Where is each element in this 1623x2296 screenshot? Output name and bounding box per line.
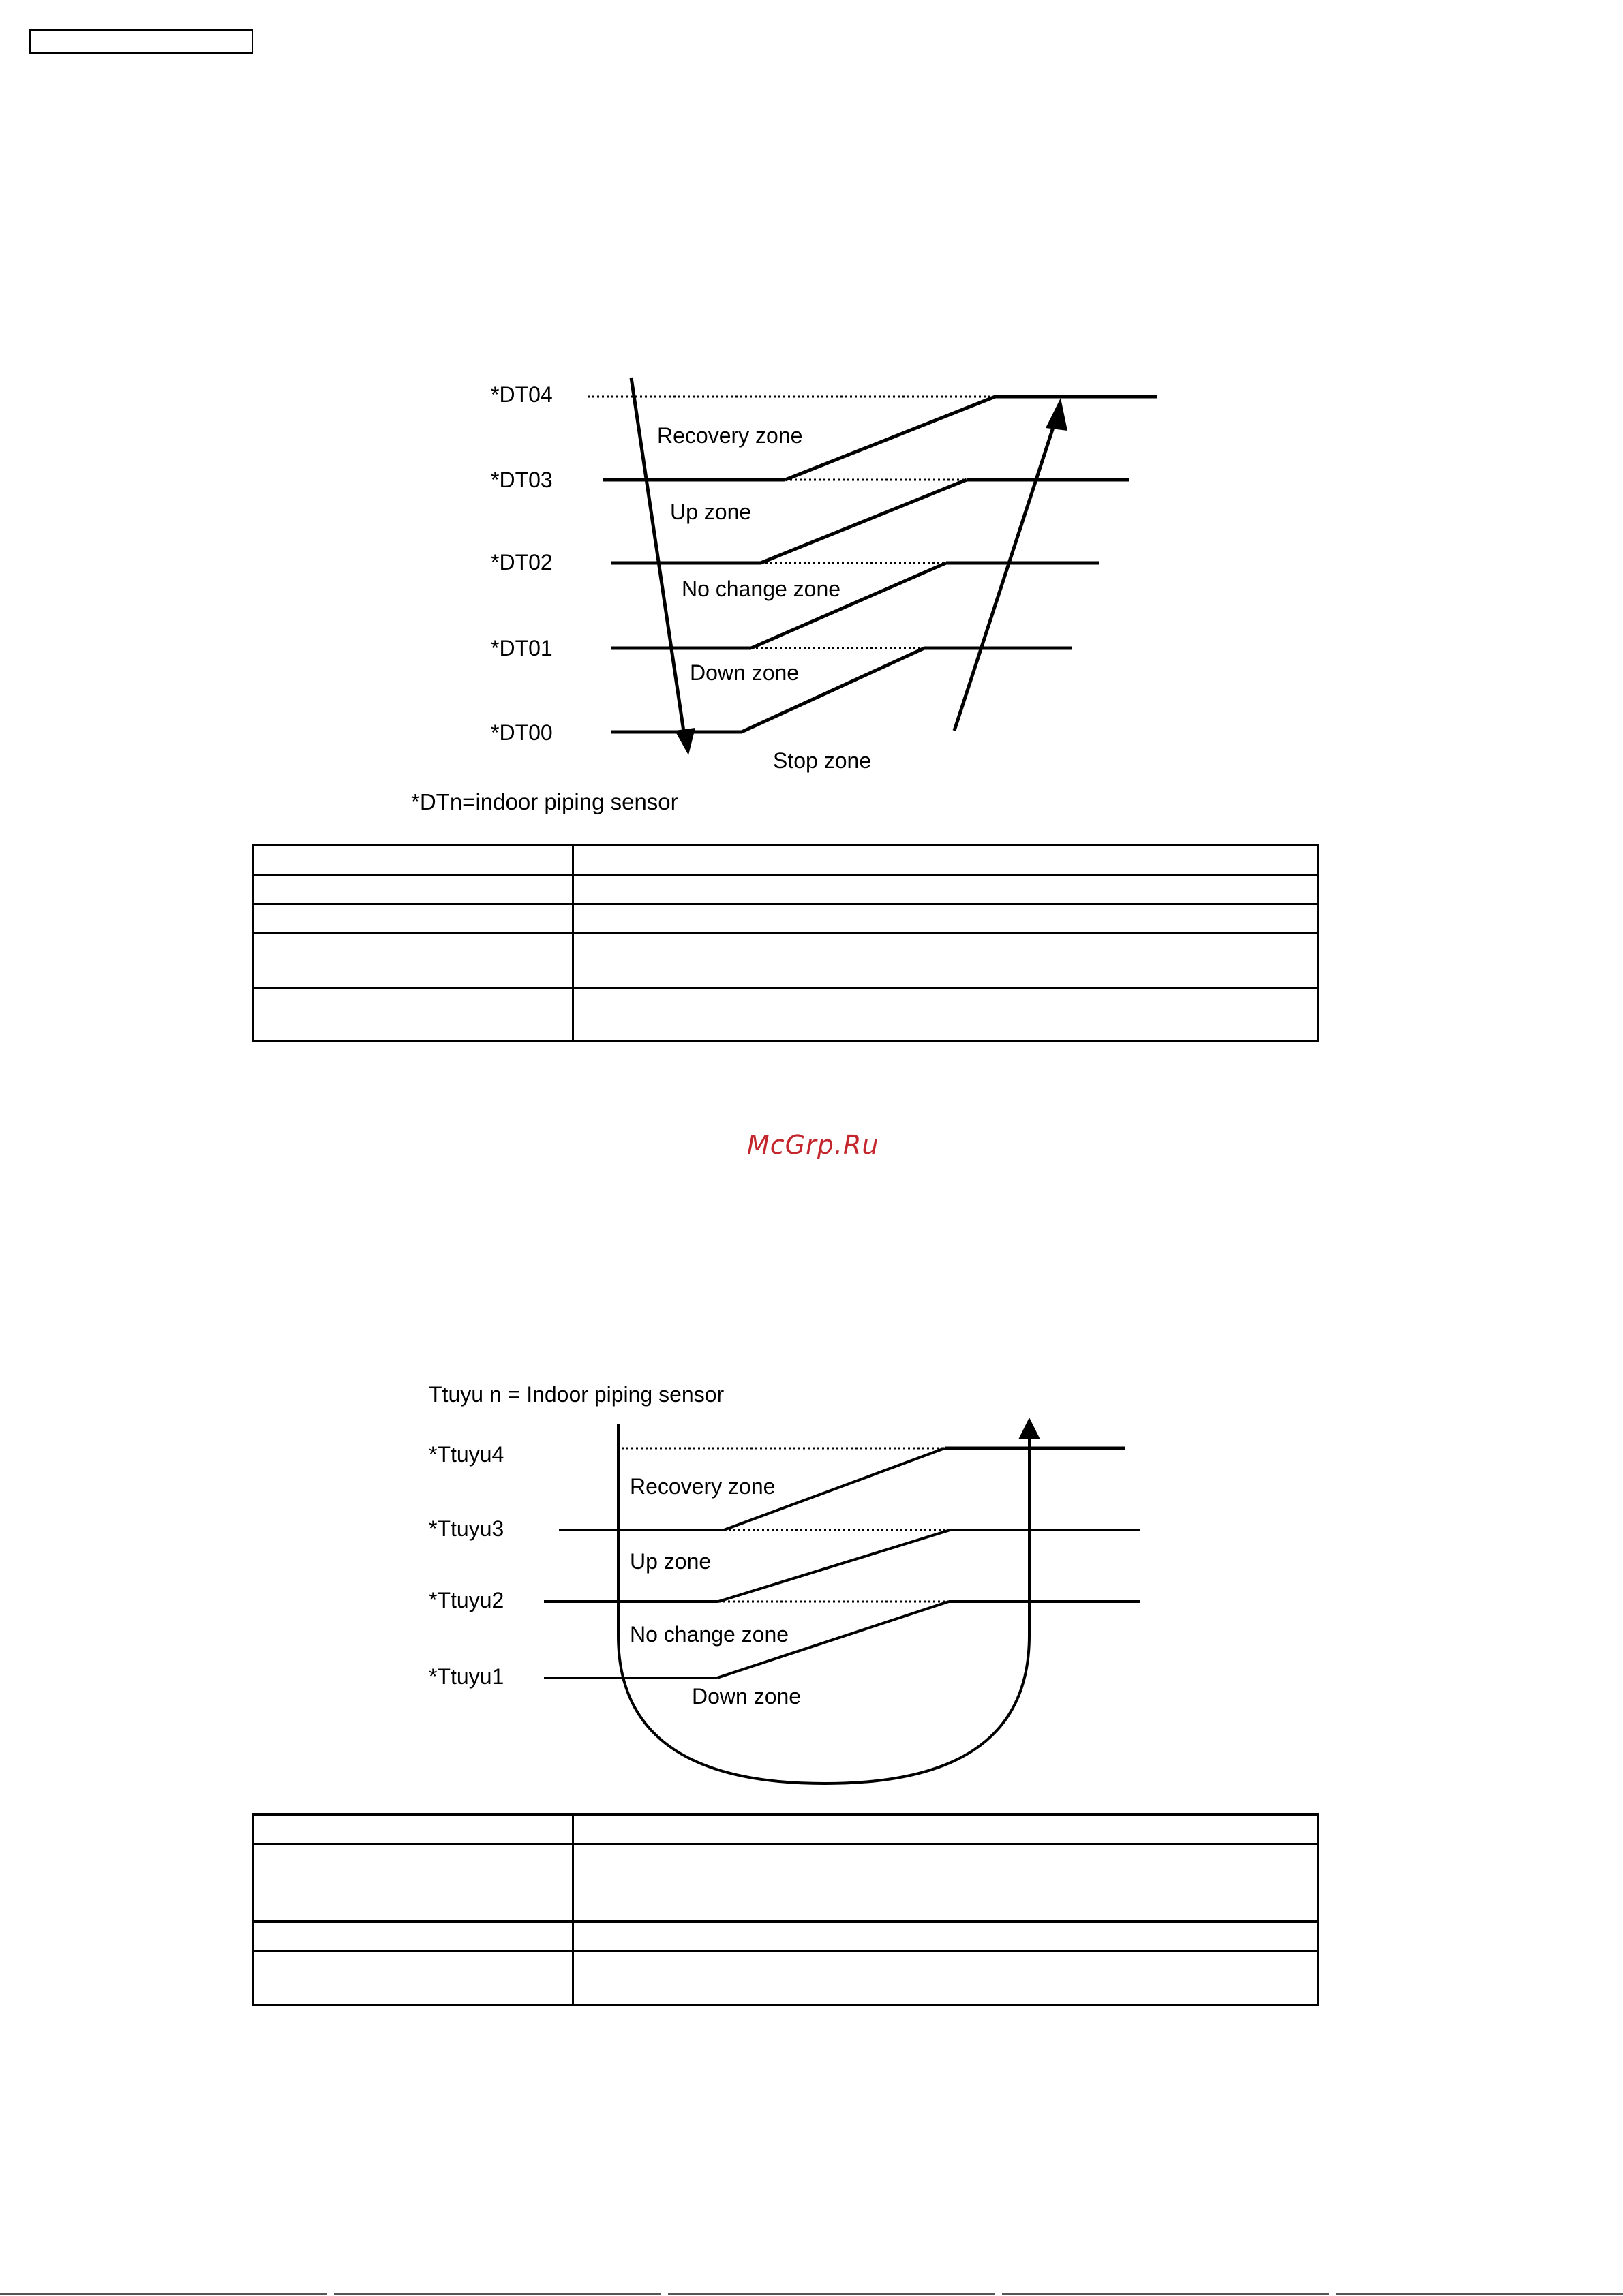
level-label-dt00: *DT00: [491, 720, 553, 745]
table2-cell: [573, 1951, 1318, 2006]
level-label-ttuyu3: *Ttuyu3: [429, 1516, 504, 1541]
level-label-ttuyu1: *Ttuyu1: [429, 1664, 504, 1689]
level-label-dt02: *DT02: [491, 550, 553, 575]
table2-cell: [253, 1922, 573, 1951]
zone-label-down-2: Down zone: [692, 1684, 802, 1709]
footer-rule: [0, 2293, 1623, 2295]
level-label-ttuyu4: *Ttuyu4: [429, 1442, 504, 1467]
zone-label-stop: Stop zone: [773, 748, 872, 773]
table2-cell: [253, 1951, 573, 2006]
table2-cell: [253, 1844, 573, 1922]
watermark: McGrp.Ru: [747, 1130, 879, 1160]
zone-label-up-2: Up zone: [630, 1549, 712, 1574]
diagram2-caption: Ttuyu n = Indoor piping sensor: [429, 1382, 725, 1407]
zone-label-recovery-2: Recovery zone: [630, 1474, 776, 1499]
level-label-dt01: *DT01: [491, 636, 553, 660]
zone-label-no-change: No change zone: [682, 577, 841, 601]
level-label-ttuyu2: *Ttuyu2: [429, 1588, 504, 1612]
table2-cell: [573, 1815, 1318, 1844]
zone-label-down: Down zone: [690, 660, 800, 685]
zone-label-no-change-2: No change zone: [630, 1622, 789, 1647]
table2-cell: [573, 1922, 1318, 1951]
cycle-arrowhead: [1018, 1418, 1040, 1439]
table2-cell: [573, 1844, 1318, 1922]
table2-cell: [253, 1815, 573, 1844]
level-label-dt03: *DT03: [491, 468, 553, 492]
level-label-dt04: *DT04: [491, 382, 553, 407]
zone-label-up: Up zone: [670, 500, 752, 524]
hysteresis-slope-ttuyu2-ttuyu3: [718, 1530, 950, 1602]
zone-label-recovery: Recovery zone: [657, 423, 803, 448]
diagram1-footnote: *DTn=indoor piping sensor: [411, 789, 678, 814]
zone-table-2: [252, 1813, 1319, 2006]
